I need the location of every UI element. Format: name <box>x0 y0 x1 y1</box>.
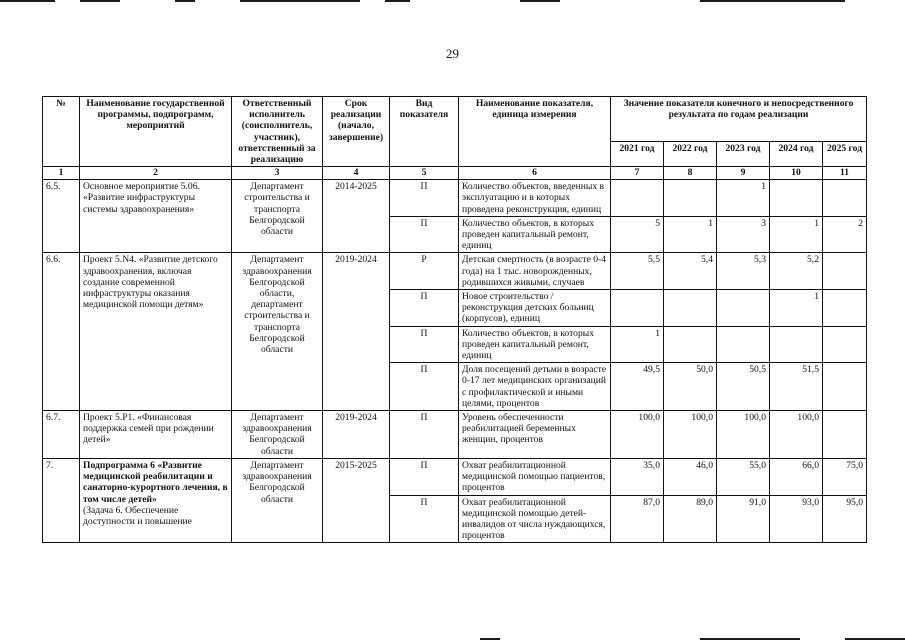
value-2024 <box>770 326 823 363</box>
executor: Департамент здравоохранения Белгородской области, департамент строительства и транспорта Белгородской области <box>232 253 323 411</box>
term: 2015-2025 <box>323 458 390 542</box>
row-number: 6.6. <box>43 253 80 411</box>
table-row <box>43 411 867 459</box>
column-index: 10 <box>770 167 823 180</box>
value-2022: 46,0 <box>664 458 717 495</box>
indicator-type: П <box>390 411 459 459</box>
subprogram-task: (Задача 6. Обеспечение доступности и повышение <box>83 504 192 527</box>
value-2025 <box>823 180 867 217</box>
scan-line-top-3 <box>175 0 195 2</box>
scan-line-top-2 <box>80 0 120 2</box>
scan-line-top-5 <box>385 0 410 2</box>
executor: Департамент здравоохранения Белгородской области <box>232 411 323 459</box>
value-2021: 5,5 <box>611 253 664 290</box>
row-number: 6.7. <box>43 411 80 459</box>
measure-name: Основное мероприятие 5.06. «Развитие инфраструктуры системы здравоохранения» <box>80 180 232 253</box>
indicator-name: Охват реабилитационной медицинской помощью пациентов, процентов <box>459 458 611 495</box>
value-2022 <box>664 290 717 327</box>
header-type: Вид показателя <box>390 97 459 167</box>
scan-line-top-6 <box>520 0 560 2</box>
header-indicator: Наименование показателя, единица измерения <box>459 97 611 167</box>
indicator-type: П <box>390 216 459 253</box>
indicator-type: П <box>390 363 459 411</box>
measure-name: Проект 5.Р1. «Финансовая поддержка семей при рождении детей» <box>80 411 232 459</box>
value-2022: 100,0 <box>664 411 717 459</box>
indicator-name: Детская смертность (в возрасте 0-4 года) на 1 тыс. новорожденных, родившихся живыми, случаев <box>459 253 611 290</box>
value-2022: 89,0 <box>664 495 717 543</box>
subprogram-title: Подпрограмма 6 «Развитие медицинской реабилитации и санаторно-курортного лечения, в том числе детей» <box>83 459 228 505</box>
value-2022 <box>664 180 717 217</box>
value-2023: 1 <box>717 180 770 217</box>
column-index-row <box>43 167 867 180</box>
value-2023: 55,0 <box>717 458 770 495</box>
header-name: Наименование государственной программы, подпрограмм, мероприятий <box>80 97 232 167</box>
value-2024: 51,5 <box>770 363 823 411</box>
value-2023: 5,3 <box>717 253 770 290</box>
value-2023 <box>717 290 770 327</box>
indicator-name: Количество объектов, в которых проведен капитальный ремонт, единиц <box>459 326 611 363</box>
indicator-type: П <box>390 180 459 217</box>
header-year: 2025 год <box>823 142 867 167</box>
indicator-name: Охват реабилитационной медицинской помощью детей-инвалидов от числа нуждающихся, процентов <box>459 495 611 543</box>
table-row <box>43 253 867 290</box>
column-index: 11 <box>823 167 867 180</box>
column-index: 5 <box>390 167 459 180</box>
value-2021 <box>611 180 664 217</box>
value-2021: 5 <box>611 216 664 253</box>
value-2021 <box>611 290 664 327</box>
column-index: 7 <box>611 167 664 180</box>
executor: Департамент строительства и транспорта Белгородской области <box>232 180 323 253</box>
row-number: 6.5. <box>43 180 80 253</box>
value-2025: 75,0 <box>823 458 867 495</box>
value-2024: 5,2 <box>770 253 823 290</box>
header-year: 2024 год <box>770 142 823 167</box>
indicator-name: Уровень обеспеченности реабилитацией беременных женщин, процентов <box>459 411 611 459</box>
value-2025 <box>823 253 867 290</box>
measure-name <box>80 458 232 542</box>
column-index: 2 <box>80 167 232 180</box>
value-2024: 100,0 <box>770 411 823 459</box>
indicator-type: Р <box>390 253 459 290</box>
value-2025: 2 <box>823 216 867 253</box>
value-2023: 3 <box>717 216 770 253</box>
value-2025 <box>823 290 867 327</box>
table-row <box>43 180 867 217</box>
value-2025 <box>823 326 867 363</box>
indicator-type: П <box>390 495 459 543</box>
value-2023: 50,5 <box>717 363 770 411</box>
value-2023 <box>717 326 770 363</box>
value-2024: 1 <box>770 290 823 327</box>
value-2025: 95,0 <box>823 495 867 543</box>
term: 2014-2025 <box>323 180 390 253</box>
indicator-name: Количество объектов, в которых проведен капитальный ремонт, единиц <box>459 216 611 253</box>
header-executor: Ответственный исполнитель (соисполнитель, участник), ответственный за реализацию <box>232 97 323 167</box>
value-2022: 1 <box>664 216 717 253</box>
indicator-type: П <box>390 290 459 327</box>
term: 2019-2024 <box>323 411 390 459</box>
header-year: 2021 год <box>611 142 664 167</box>
header-no: № <box>43 97 80 167</box>
indicator-name: Новое строительство / реконструкция детских больниц (корпусов), единиц <box>459 290 611 327</box>
indicator-type: П <box>390 458 459 495</box>
column-index: 3 <box>232 167 323 180</box>
header-year: 2023 год <box>717 142 770 167</box>
executor: Департамент здравоохранения Белгородской области <box>232 458 323 542</box>
header-row <box>43 97 867 142</box>
header-term: Срок реализации (начало, завершение) <box>323 97 390 167</box>
table-row <box>43 458 867 495</box>
value-2021: 87,0 <box>611 495 664 543</box>
term: 2019-2024 <box>323 253 390 411</box>
value-2024: 1 <box>770 216 823 253</box>
column-index: 6 <box>459 167 611 180</box>
indicator-type: П <box>390 326 459 363</box>
measure-name: Проект 5.N4. «Развитие детского здравоохранения, включая создание современной инфраструктуры оказания медицинской помощи детям» <box>80 253 232 411</box>
program-table <box>42 96 867 543</box>
page-number: 29 <box>446 46 459 61</box>
value-2022: 5,4 <box>664 253 717 290</box>
column-index: 1 <box>43 167 80 180</box>
value-2021: 35,0 <box>611 458 664 495</box>
value-2024: 66,0 <box>770 458 823 495</box>
header-year: 2022 год <box>664 142 717 167</box>
value-2023: 100,0 <box>717 411 770 459</box>
value-2021: 1 <box>611 326 664 363</box>
indicator-name: Доля посещений детьми в возрасте 0-17 лет медицинских организаций с профилактической и иными целями, процентов <box>459 363 611 411</box>
scan-line-top-1 <box>0 0 55 2</box>
value-2022 <box>664 326 717 363</box>
value-2025 <box>823 411 867 459</box>
value-2024 <box>770 180 823 217</box>
row-number: 7. <box>43 458 80 542</box>
indicator-name: Количество объектов, введенных в эксплуатацию и в которых проведена реконструкция, единиц <box>459 180 611 217</box>
header-values-group: Значение показателя конечного и непосредственного результата по годам реализации <box>611 97 867 142</box>
value-2024: 93,0 <box>770 495 823 543</box>
column-index: 4 <box>323 167 390 180</box>
column-index: 8 <box>664 167 717 180</box>
scan-line-top-7 <box>700 0 845 2</box>
value-2021: 49,5 <box>611 363 664 411</box>
value-2025 <box>823 363 867 411</box>
scan-line-top-4 <box>240 0 360 2</box>
value-2023: 91,0 <box>717 495 770 543</box>
value-2021: 100,0 <box>611 411 664 459</box>
column-index: 9 <box>717 167 770 180</box>
value-2022: 50,0 <box>664 363 717 411</box>
